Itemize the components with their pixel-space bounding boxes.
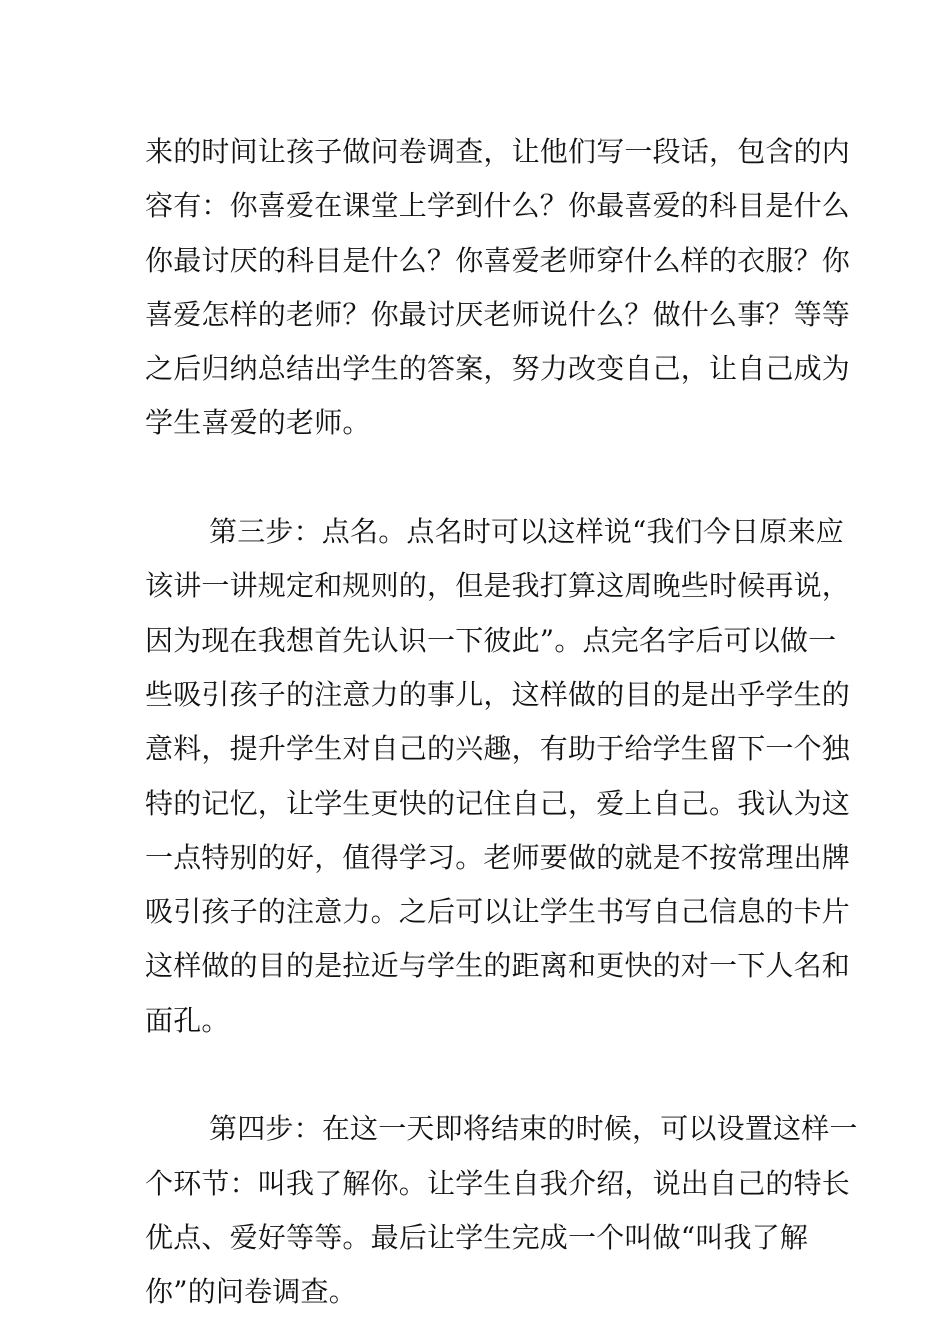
text-line: 吸引孩子的注意力。之后可以让学生书写自己信息的卡片 xyxy=(145,895,851,929)
text-line: 个环节：叫我了解你。让学生自我介绍，说出自己的特长 xyxy=(145,1166,851,1200)
text-line: 些吸引孩子的注意力的事儿，这样做的目的是出乎学生的 xyxy=(145,677,851,711)
document-page xyxy=(145,125,858,1320)
text-line: 你”的问卷调查。 xyxy=(145,1275,357,1309)
text-line: 你最讨厌的科目是什么？你喜爱老师穿什么样的衣服？你 xyxy=(145,243,851,277)
text-line: 第四步：在这一天即将结束的时候，可以设置这样一 xyxy=(209,1112,858,1146)
text-line: 容有：你喜爱在课堂上学到什么？你最喜爱的科目是什么 xyxy=(145,189,851,223)
text-line: 意料，提升学生对自己的兴趣，有助于给学生留下一个独 xyxy=(145,732,851,766)
text-line: 优点、爱好等等。最后让学生完成一个叫做“叫我了解 xyxy=(145,1220,809,1254)
text-line: 学生喜爱的老师。 xyxy=(145,406,371,440)
paragraph-step-four xyxy=(145,1102,858,1319)
text-line: 一点特别的好，值得学习。老师要做的就是不按常理出牌 xyxy=(145,840,851,874)
paragraph-gap xyxy=(145,1048,810,1102)
text-line: 特的记忆，让学生更快的记住自己，爱上自己。我认为这 xyxy=(145,786,851,820)
paragraph-gap xyxy=(145,451,810,505)
text-line: 因为现在我想首先认识一下彼此”。点完名字后可以做一 xyxy=(145,623,837,657)
text-line: 这样做的目的是拉近与学生的距离和更快的对一下人名和 xyxy=(145,949,851,983)
paragraph-step-three xyxy=(145,505,851,1048)
text-line: 喜爱怎样的老师？你最讨厌老师说什么？做什么事？等等 xyxy=(145,297,851,331)
text-line: 该讲一讲规定和规则的，但是我打算这周晚些时候再说， xyxy=(145,569,851,603)
text-line: 来的时间让孩子做问卷调查，让他们写一段话，包含的内 xyxy=(145,135,851,168)
paragraph-survey xyxy=(145,125,851,451)
text-line: 面孔。 xyxy=(145,1003,230,1037)
text-line: 第三步：点名。点名时可以这样说“我们今日原来应 xyxy=(209,515,844,549)
text-line: 之后归纳总结出学生的答案，努力改变自己，让自己成为 xyxy=(145,352,851,386)
